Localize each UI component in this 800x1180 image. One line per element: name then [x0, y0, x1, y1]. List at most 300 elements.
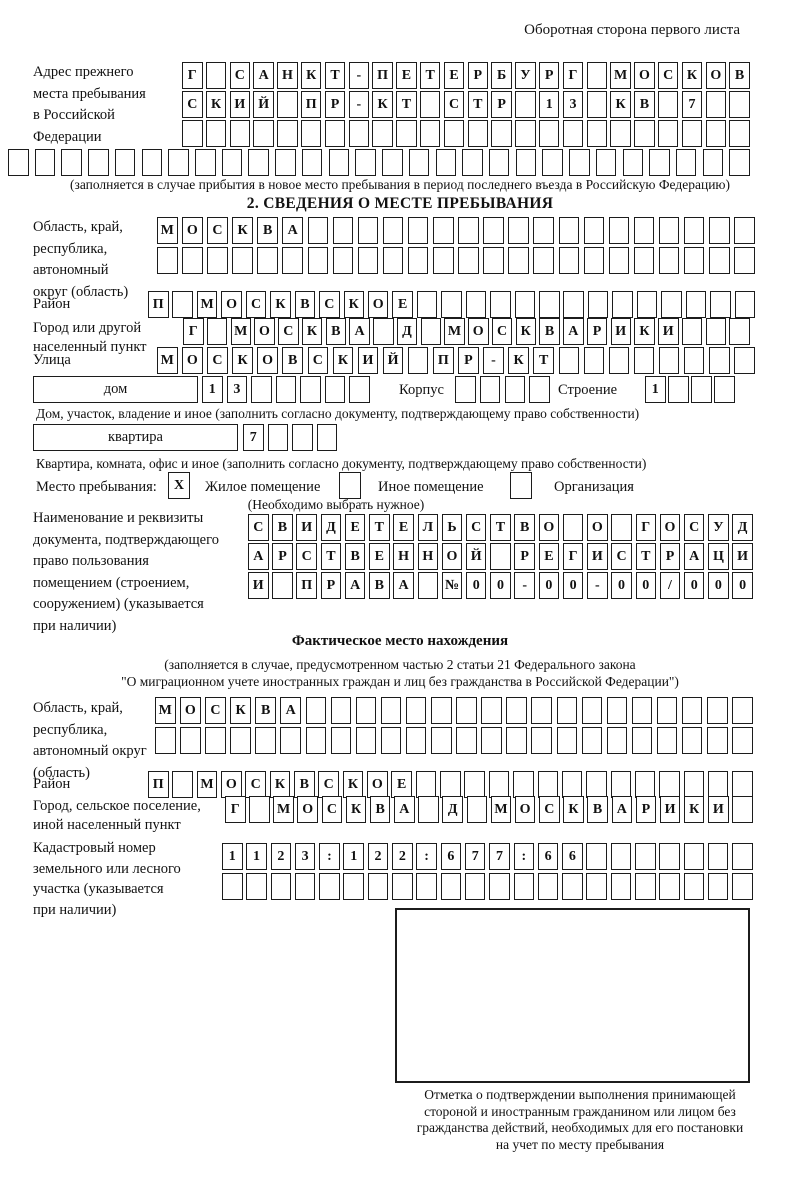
char-box[interactable]	[349, 376, 370, 403]
char-box[interactable]: Д	[732, 514, 753, 541]
char-box[interactable]	[222, 149, 243, 176]
char-box[interactable]	[280, 727, 301, 754]
prev-address-row-1[interactable]	[182, 62, 750, 90]
char-box[interactable]: С	[658, 62, 679, 89]
char-box[interactable]	[515, 291, 536, 318]
char-box[interactable]	[292, 424, 313, 451]
char-box[interactable]	[609, 217, 630, 244]
char-box[interactable]	[317, 424, 338, 451]
char-box[interactable]	[271, 873, 292, 900]
char-box[interactable]: В	[345, 543, 366, 570]
char-box[interactable]	[682, 697, 703, 724]
char-box[interactable]: К	[610, 91, 631, 118]
char-box[interactable]	[732, 796, 753, 823]
char-box[interactable]	[649, 149, 670, 176]
char-box[interactable]: 1	[202, 376, 223, 403]
char-box[interactable]: С	[539, 796, 560, 823]
char-box[interactable]	[506, 727, 527, 754]
char-box[interactable]	[586, 771, 607, 798]
char-box[interactable]: М	[273, 796, 294, 823]
char-box[interactable]: В	[634, 91, 655, 118]
char-box[interactable]: О	[634, 62, 655, 89]
char-box[interactable]: С	[246, 291, 267, 318]
char-box[interactable]	[358, 217, 379, 244]
char-box[interactable]: Г	[182, 62, 203, 89]
char-box[interactable]	[205, 727, 226, 754]
kadastr-row-1[interactable]	[222, 843, 753, 871]
char-box[interactable]: О	[221, 291, 242, 318]
char-box[interactable]: И	[658, 318, 679, 345]
char-box[interactable]: 0	[708, 572, 729, 599]
char-box[interactable]: 6	[538, 843, 559, 870]
char-box[interactable]: О	[515, 796, 536, 823]
char-box[interactable]: М	[444, 318, 465, 345]
char-box[interactable]	[587, 91, 608, 118]
char-box[interactable]	[356, 727, 377, 754]
char-box[interactable]	[515, 120, 536, 147]
char-box[interactable]	[611, 771, 632, 798]
char-box[interactable]: И	[296, 514, 317, 541]
char-box[interactable]	[333, 217, 354, 244]
char-box[interactable]: 2	[271, 843, 292, 870]
raion-row[interactable]	[148, 291, 755, 319]
char-box[interactable]: К	[333, 347, 354, 374]
char-box[interactable]	[708, 873, 729, 900]
char-box[interactable]	[557, 727, 578, 754]
char-box[interactable]	[465, 873, 486, 900]
char-box[interactable]	[706, 91, 727, 118]
char-box[interactable]: К	[684, 796, 705, 823]
char-box[interactable]	[230, 727, 251, 754]
char-box[interactable]	[658, 120, 679, 147]
char-box[interactable]	[416, 771, 437, 798]
char-box[interactable]: К	[270, 771, 291, 798]
char-box[interactable]	[533, 217, 554, 244]
char-box[interactable]	[408, 347, 429, 374]
char-box[interactable]: О	[182, 217, 203, 244]
char-box[interactable]: В	[370, 796, 391, 823]
char-box[interactable]	[441, 291, 462, 318]
char-box[interactable]	[732, 873, 753, 900]
char-box[interactable]	[562, 771, 583, 798]
char-box[interactable]	[611, 873, 632, 900]
char-box[interactable]: -	[587, 572, 608, 599]
char-box[interactable]	[431, 727, 452, 754]
doc-row-1[interactable]	[248, 514, 753, 542]
char-box[interactable]: Г	[225, 796, 246, 823]
char-box[interactable]	[732, 771, 753, 798]
char-box[interactable]	[710, 291, 731, 318]
char-box[interactable]: В	[294, 771, 315, 798]
char-box[interactable]	[115, 149, 136, 176]
char-box[interactable]: №	[442, 572, 463, 599]
char-box[interactable]	[306, 727, 327, 754]
char-box[interactable]	[587, 62, 608, 89]
char-box[interactable]: Г	[563, 62, 584, 89]
char-box[interactable]	[489, 771, 510, 798]
char-box[interactable]	[635, 873, 656, 900]
char-box[interactable]: В	[326, 318, 347, 345]
char-box[interactable]: В	[539, 318, 560, 345]
char-box[interactable]	[659, 873, 680, 900]
char-box[interactable]: П	[148, 291, 169, 318]
char-box[interactable]: О	[297, 796, 318, 823]
char-box[interactable]: А	[563, 318, 584, 345]
char-box[interactable]	[466, 291, 487, 318]
char-box[interactable]: М	[197, 291, 218, 318]
char-box[interactable]	[659, 247, 680, 274]
char-box[interactable]: Г	[183, 318, 204, 345]
char-box[interactable]	[563, 120, 584, 147]
char-box[interactable]	[682, 727, 703, 754]
char-box[interactable]	[703, 149, 724, 176]
char-box[interactable]	[505, 376, 526, 403]
char-box[interactable]: Р	[491, 91, 512, 118]
char-box[interactable]	[182, 247, 203, 274]
char-box[interactable]	[707, 697, 728, 724]
char-box[interactable]	[506, 697, 527, 724]
char-box[interactable]: М	[491, 796, 512, 823]
prev-address-row-2[interactable]	[182, 91, 750, 119]
char-box[interactable]	[416, 873, 437, 900]
char-box[interactable]: Р	[458, 347, 479, 374]
char-box[interactable]	[464, 771, 485, 798]
char-box[interactable]	[657, 727, 678, 754]
char-box[interactable]: Т	[490, 514, 511, 541]
char-box[interactable]: А	[345, 572, 366, 599]
char-box[interactable]: В	[272, 514, 293, 541]
char-box[interactable]	[257, 247, 278, 274]
char-box[interactable]: К	[372, 91, 393, 118]
char-box[interactable]	[612, 291, 633, 318]
char-box[interactable]	[559, 347, 580, 374]
char-box[interactable]	[408, 247, 429, 274]
char-box[interactable]	[329, 149, 350, 176]
char-box[interactable]	[277, 120, 298, 147]
ulitsa-row[interactable]	[157, 347, 755, 375]
char-box[interactable]	[586, 843, 607, 870]
char-box[interactable]	[436, 149, 457, 176]
char-box[interactable]	[481, 727, 502, 754]
kadastr-row-2[interactable]	[222, 873, 753, 901]
char-box[interactable]	[277, 91, 298, 118]
prev-address-row-4[interactable]	[8, 149, 750, 177]
char-box[interactable]: В	[282, 347, 303, 374]
char-box[interactable]	[458, 247, 479, 274]
char-box[interactable]	[584, 247, 605, 274]
char-box[interactable]	[406, 727, 427, 754]
char-box[interactable]	[418, 572, 439, 599]
char-box[interactable]	[455, 376, 476, 403]
char-box[interactable]: 0	[466, 572, 487, 599]
stroenie-row[interactable]	[645, 376, 735, 404]
char-box[interactable]	[420, 120, 441, 147]
char-box[interactable]: Н	[277, 62, 298, 89]
char-box[interactable]	[563, 291, 584, 318]
char-box[interactable]	[582, 727, 603, 754]
char-box[interactable]	[408, 217, 429, 244]
char-box[interactable]: К	[302, 318, 323, 345]
char-box[interactable]: Б	[491, 62, 512, 89]
char-box[interactable]	[421, 318, 442, 345]
char-box[interactable]	[611, 514, 632, 541]
char-box[interactable]	[383, 217, 404, 244]
korpus-row[interactable]	[455, 376, 550, 404]
char-box[interactable]	[458, 217, 479, 244]
char-box[interactable]: 0	[611, 572, 632, 599]
char-box[interactable]	[686, 291, 707, 318]
char-box[interactable]: Р	[272, 543, 293, 570]
kvartira-field-label-box[interactable]: квартира	[33, 424, 238, 451]
char-box[interactable]	[659, 843, 680, 870]
char-box[interactable]	[732, 727, 753, 754]
char-box[interactable]	[634, 347, 655, 374]
char-box[interactable]: Р	[321, 572, 342, 599]
char-box[interactable]	[707, 727, 728, 754]
dom-number-row[interactable]	[202, 376, 370, 404]
char-box[interactable]: Т	[420, 62, 441, 89]
char-box[interactable]	[538, 873, 559, 900]
char-box[interactable]: К	[232, 217, 253, 244]
char-box[interactable]	[444, 120, 465, 147]
char-box[interactable]: С	[296, 543, 317, 570]
char-box[interactable]	[609, 247, 630, 274]
char-box[interactable]: Е	[392, 291, 413, 318]
char-box[interactable]: О	[442, 543, 463, 570]
char-box[interactable]	[325, 120, 346, 147]
char-box[interactable]	[489, 873, 510, 900]
char-box[interactable]: А	[282, 217, 303, 244]
char-box[interactable]	[300, 376, 321, 403]
char-box[interactable]: С	[308, 347, 329, 374]
char-box[interactable]	[732, 843, 753, 870]
char-box[interactable]: Й	[383, 347, 404, 374]
char-box[interactable]	[635, 771, 656, 798]
char-box[interactable]: С	[318, 771, 339, 798]
char-box[interactable]	[684, 347, 705, 374]
char-box[interactable]: О	[539, 514, 560, 541]
char-box[interactable]: И	[248, 572, 269, 599]
char-box[interactable]	[508, 217, 529, 244]
char-box[interactable]: К	[634, 318, 655, 345]
char-box[interactable]	[562, 873, 583, 900]
char-box[interactable]	[255, 727, 276, 754]
char-box[interactable]	[433, 217, 454, 244]
char-box[interactable]: 7	[682, 91, 703, 118]
char-box[interactable]: А	[612, 796, 633, 823]
char-box[interactable]	[356, 697, 377, 724]
char-box[interactable]	[515, 91, 536, 118]
char-box[interactable]	[611, 843, 632, 870]
char-box[interactable]	[734, 347, 755, 374]
char-box[interactable]	[684, 843, 705, 870]
char-box[interactable]: Й	[466, 543, 487, 570]
char-box[interactable]: М	[157, 217, 178, 244]
char-box[interactable]: -	[483, 347, 504, 374]
checkbox-organizatsiya[interactable]	[510, 472, 532, 499]
char-box[interactable]: С	[492, 318, 513, 345]
char-box[interactable]: 0	[732, 572, 753, 599]
char-box[interactable]: 6	[562, 843, 583, 870]
char-box[interactable]: Т	[468, 91, 489, 118]
char-box[interactable]: Е	[345, 514, 366, 541]
char-box[interactable]: К	[301, 62, 322, 89]
oblast-row-1[interactable]	[157, 217, 755, 245]
char-box[interactable]	[372, 120, 393, 147]
char-box[interactable]	[275, 149, 296, 176]
char-box[interactable]: С	[245, 771, 266, 798]
char-box[interactable]: О	[468, 318, 489, 345]
char-box[interactable]	[431, 697, 452, 724]
char-box[interactable]: Н	[393, 543, 414, 570]
char-box[interactable]: 7	[465, 843, 486, 870]
char-box[interactable]: В	[255, 697, 276, 724]
char-box[interactable]: /	[660, 572, 681, 599]
char-box[interactable]: О	[368, 291, 389, 318]
char-box[interactable]: Е	[396, 62, 417, 89]
char-box[interactable]	[333, 247, 354, 274]
char-box[interactable]	[709, 247, 730, 274]
char-box[interactable]: А	[684, 543, 705, 570]
char-box[interactable]	[155, 727, 176, 754]
oblast-row-2[interactable]	[157, 247, 755, 275]
char-box[interactable]: Л	[418, 514, 439, 541]
char-box[interactable]: А	[280, 697, 301, 724]
char-box[interactable]: В	[729, 62, 750, 89]
char-box[interactable]: В	[295, 291, 316, 318]
char-box[interactable]	[729, 318, 750, 345]
char-box[interactable]: 0	[563, 572, 584, 599]
char-box[interactable]: 2	[368, 843, 389, 870]
char-box[interactable]	[714, 376, 735, 403]
char-box[interactable]	[729, 91, 750, 118]
char-box[interactable]: Р	[514, 543, 535, 570]
char-box[interactable]: А	[253, 62, 274, 89]
char-box[interactable]	[708, 771, 729, 798]
char-box[interactable]	[467, 796, 488, 823]
char-box[interactable]	[268, 424, 289, 451]
char-box[interactable]: М	[231, 318, 252, 345]
char-box[interactable]: С	[611, 543, 632, 570]
char-box[interactable]	[142, 149, 163, 176]
char-box[interactable]: С	[207, 217, 228, 244]
char-box[interactable]	[632, 727, 653, 754]
char-box[interactable]	[301, 120, 322, 147]
char-box[interactable]	[676, 149, 697, 176]
char-box[interactable]	[659, 771, 680, 798]
char-box[interactable]: 0	[539, 572, 560, 599]
char-box[interactable]: И	[230, 91, 251, 118]
char-box[interactable]	[516, 149, 537, 176]
char-box[interactable]	[691, 376, 712, 403]
char-box[interactable]	[563, 514, 584, 541]
char-box[interactable]: С	[278, 318, 299, 345]
char-box[interactable]: У	[515, 62, 536, 89]
char-box[interactable]: О	[367, 771, 388, 798]
char-box[interactable]	[272, 572, 293, 599]
char-box[interactable]: 1	[539, 91, 560, 118]
char-box[interactable]	[596, 149, 617, 176]
char-box[interactable]	[709, 347, 730, 374]
char-box[interactable]	[383, 247, 404, 274]
char-box[interactable]: П	[148, 771, 169, 798]
char-box[interactable]: Д	[321, 514, 342, 541]
char-box[interactable]	[358, 247, 379, 274]
char-box[interactable]: О	[660, 514, 681, 541]
char-box[interactable]	[539, 291, 560, 318]
char-box[interactable]: Е	[369, 543, 390, 570]
char-box[interactable]	[433, 247, 454, 274]
char-box[interactable]	[483, 247, 504, 274]
char-box[interactable]	[308, 247, 329, 274]
kvartira-number-row[interactable]	[243, 424, 337, 452]
char-box[interactable]	[302, 149, 323, 176]
char-box[interactable]: К	[230, 697, 251, 724]
char-box[interactable]: О	[182, 347, 203, 374]
char-box[interactable]: 0	[636, 572, 657, 599]
gorod-row[interactable]	[183, 318, 750, 346]
char-box[interactable]: Е	[444, 62, 465, 89]
char-box[interactable]	[735, 291, 756, 318]
char-box[interactable]	[538, 771, 559, 798]
char-box[interactable]	[684, 873, 705, 900]
char-box[interactable]: К	[232, 347, 253, 374]
char-box[interactable]: С	[248, 514, 269, 541]
char-box[interactable]	[489, 149, 510, 176]
char-box[interactable]: Р	[587, 318, 608, 345]
fact-oblast-row-1[interactable]	[155, 697, 753, 725]
char-box[interactable]	[586, 873, 607, 900]
char-box[interactable]: П	[296, 572, 317, 599]
char-box[interactable]: В	[369, 572, 390, 599]
char-box[interactable]: К	[563, 796, 584, 823]
char-box[interactable]	[249, 796, 270, 823]
char-box[interactable]	[420, 91, 441, 118]
char-box[interactable]: 3	[227, 376, 248, 403]
char-box[interactable]	[157, 247, 178, 274]
char-box[interactable]: И	[708, 796, 729, 823]
char-box[interactable]: И	[358, 347, 379, 374]
char-box[interactable]: Д	[442, 796, 463, 823]
char-box[interactable]: Р	[468, 62, 489, 89]
char-box[interactable]: П	[372, 62, 393, 89]
char-box[interactable]	[406, 697, 427, 724]
char-box[interactable]	[331, 727, 352, 754]
char-box[interactable]	[607, 697, 628, 724]
char-box[interactable]	[531, 697, 552, 724]
dom-field-label-box[interactable]: дом	[33, 376, 198, 403]
char-box[interactable]: Т	[325, 62, 346, 89]
char-box[interactable]	[531, 727, 552, 754]
char-box[interactable]	[659, 217, 680, 244]
char-box[interactable]	[539, 120, 560, 147]
char-box[interactable]	[207, 247, 228, 274]
char-box[interactable]	[659, 347, 680, 374]
char-box[interactable]	[584, 347, 605, 374]
char-box[interactable]	[355, 149, 376, 176]
char-box[interactable]	[729, 149, 750, 176]
char-box[interactable]: К	[270, 291, 291, 318]
char-box[interactable]	[584, 217, 605, 244]
char-box[interactable]	[276, 376, 297, 403]
char-box[interactable]	[533, 247, 554, 274]
char-box[interactable]	[634, 217, 655, 244]
stamp-area[interactable]	[395, 908, 750, 1083]
char-box[interactable]	[392, 873, 413, 900]
char-box[interactable]: Т	[396, 91, 417, 118]
char-box[interactable]	[684, 247, 705, 274]
char-box[interactable]	[587, 120, 608, 147]
